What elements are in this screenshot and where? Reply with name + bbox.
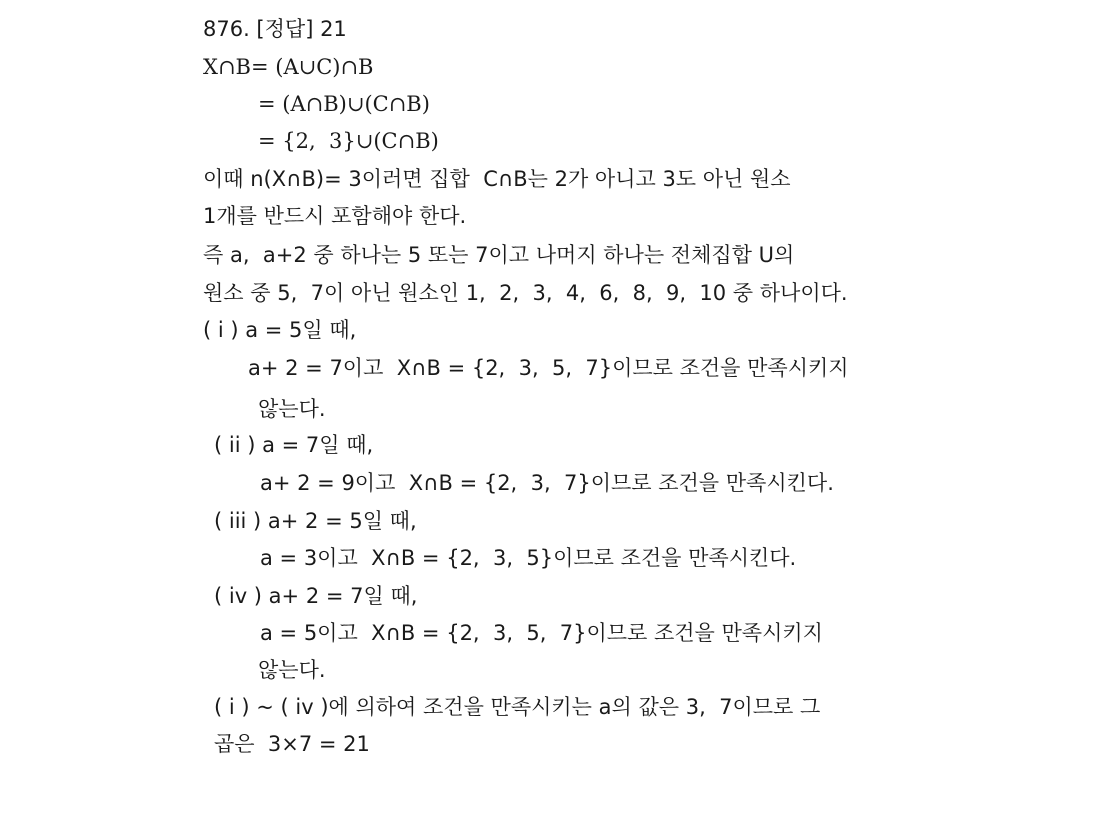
- case-body: a+ 2 = 7이고 X∩B = {2, 3, 5, 7}이므로 조건을 만족시키지: [248, 356, 849, 380]
- case-body: a+ 2 = 9이고 X∩B = {2, 3, 7}이므로 조건을 만족시킨다.: [260, 471, 834, 495]
- case-heading-2: ( ii ) a = 7일 때,: [214, 433, 374, 457]
- text-line: 이때 n(X∩B)= 3이러면 집합 C∩B는 2가 아니고 3도 아닌 원소: [203, 167, 791, 191]
- equation-line-1: X∩B= (A∪C)∩B: [203, 55, 374, 79]
- text-line: 1개를 반드시 포함해야 한다.: [203, 204, 467, 228]
- final-answer-line: 곱은 3×7 = 21: [214, 732, 370, 756]
- case-body: a = 3이고 X∩B = {2, 3, 5}이므로 조건을 만족시킨다.: [260, 546, 797, 570]
- text-line: 즉 a, a+2 중 하나는 5 또는 7이고 나머지 하나는 전체집합 U의: [203, 243, 795, 267]
- text-line: 원소 중 5, 7이 아닌 원소인 1, 2, 3, 4, 6, 8, 9, 10 중 하나이다.: [203, 281, 848, 305]
- conclusion-line: ( i ) ~ ( iv )에 의하여 조건을 만족시키는 a의 값은 3, 7이므로 그: [214, 695, 821, 719]
- equation-line-2: = (A∩B)∪(C∩B): [258, 92, 430, 116]
- case-heading-1: ( i ) a = 5일 때,: [203, 318, 357, 342]
- case-body: a = 5이고 X∩B = {2, 3, 5, 7}이므로 조건을 만족시키지: [260, 621, 823, 645]
- case-body: 않는다.: [258, 397, 326, 421]
- answer-header: 876. [정답] 21: [203, 17, 347, 41]
- case-heading-4: ( iv ) a+ 2 = 7일 때,: [214, 584, 418, 608]
- equation-line-3: = {2, 3}∪(C∩B): [258, 129, 439, 153]
- case-heading-3: ( iii ) a+ 2 = 5일 때,: [214, 509, 417, 533]
- case-body: 않는다.: [258, 658, 326, 682]
